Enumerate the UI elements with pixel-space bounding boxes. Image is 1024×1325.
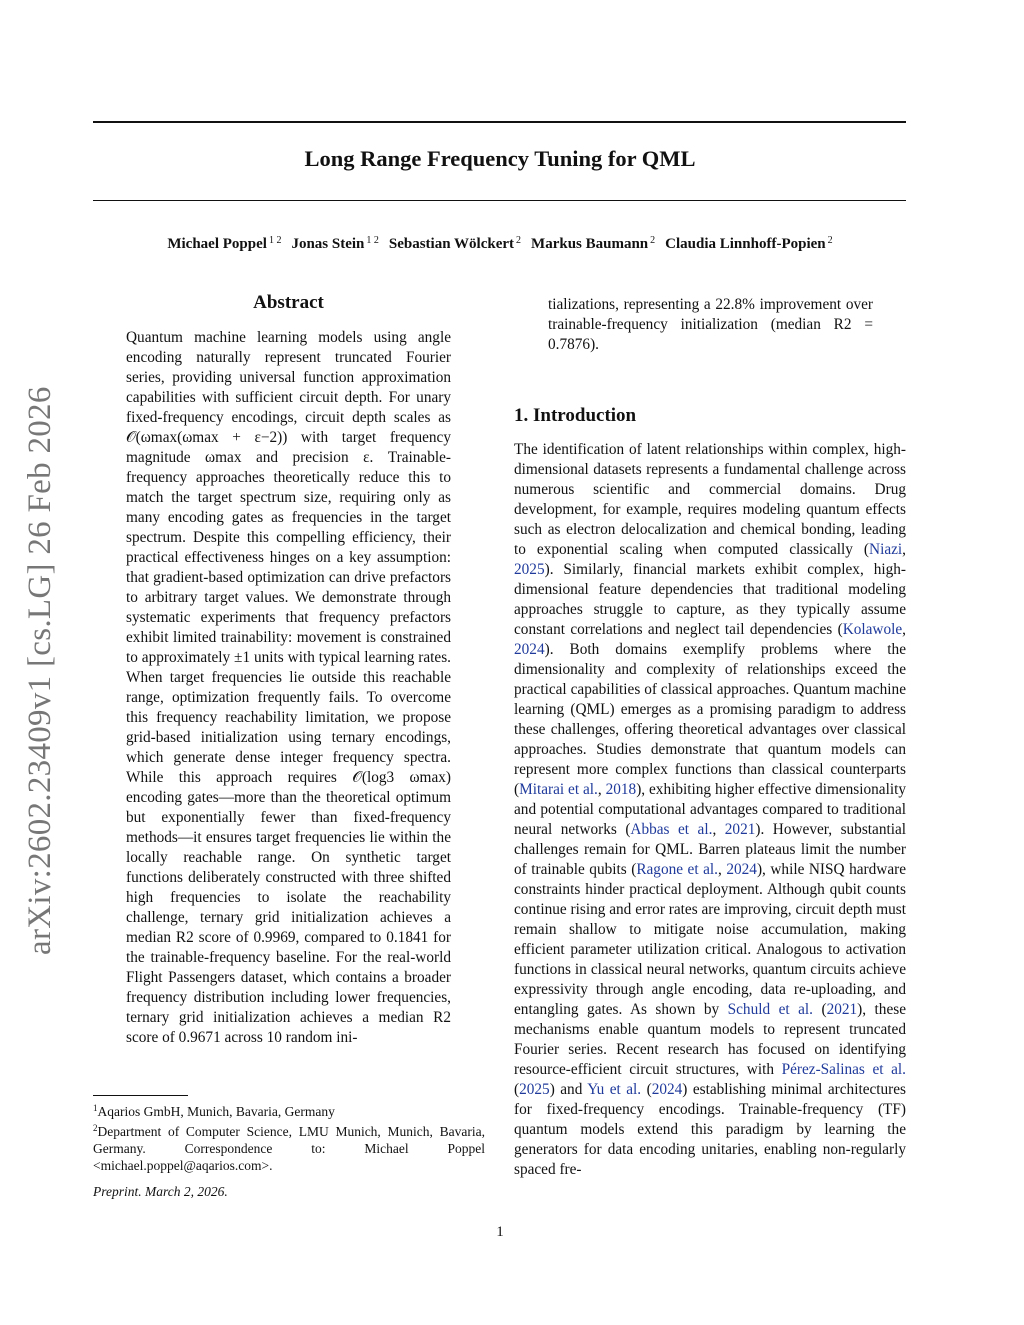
author-name: Markus Baumann bbox=[531, 236, 649, 252]
introduction-text bbox=[514, 440, 906, 1180]
abstract-heading: Abstract bbox=[253, 292, 324, 313]
citation-link[interactable]: Pérez-Salinas et al. bbox=[781, 1061, 906, 1078]
author-affiliation-mark: 1 2 bbox=[366, 235, 379, 246]
author-affiliation-mark: 1 2 bbox=[268, 235, 282, 246]
author bbox=[665, 236, 832, 252]
abstract-continuation-block bbox=[548, 295, 873, 355]
footnote-affiliation-1-text: Aqarios GmbH, Munich, Bavaria, Germany bbox=[97, 1104, 335, 1119]
citation-link[interactable]: 2024 bbox=[514, 641, 545, 658]
text-run: ). Both domains exemplify problems where the dimensionality and complexity of relationships exceed the practical capabilities of classical approaches. Quantum machine learning (QML) emerges as a promising paradigm to address these challenges, offering theoretical advantages over classical approaches. Studies demonstrate that quantum models can represent more complex functions than classical counterparts ( bbox=[514, 641, 906, 798]
abstract-continuation: tializations, representing a 22.8% improvement over trainable-frequency initialization (median R2 = 0.7876). bbox=[548, 296, 873, 353]
footnote-mark-2: 2 bbox=[93, 1123, 98, 1133]
title-rule-top bbox=[93, 121, 906, 123]
text-run: , bbox=[902, 621, 906, 638]
preprint-date: Preprint. March 2, 2026. bbox=[93, 1184, 228, 1199]
citation-link[interactable]: Abbas et al. bbox=[630, 821, 713, 838]
text-run: ( bbox=[812, 1001, 827, 1018]
footnote-affiliation-1 bbox=[93, 1100, 485, 1120]
text-run: ( bbox=[514, 1081, 520, 1098]
paper-title: Long Range Frequency Tuning for QML bbox=[304, 146, 696, 171]
text-run: , bbox=[717, 861, 727, 878]
author bbox=[167, 236, 281, 252]
footnote-affiliation-2-text: Department of Computer Science, LMU Munich, Munich, Bavaria, Germany. Correspondence to: Michael Poppel <michael.poppel@aqarios.com>. bbox=[93, 1124, 485, 1173]
author-name: Claudia Linnhoff-Popien bbox=[665, 236, 826, 252]
text-run: ), these mechanisms enable quantum models to represent truncated Fourier series. Recent research has focused on identifying resource-efficient circuit structures, with bbox=[514, 1001, 906, 1078]
citation-link[interactable]: Yu et al. bbox=[587, 1081, 642, 1098]
citation-link[interactable]: Kolawole bbox=[842, 621, 903, 638]
abstract-text: Quantum machine learning models using angle encoding naturally represent truncated Fourier series, providing universal function approximation capabilities with sufficient circuit depth. For unary fixed-frequency encodings, circuit depth scales as 𝒪(ωmax(ωmax + ε−2)) with target frequency magnitude ωmax and precision ε. Trainable-frequency approaches theoretically reduce this to match the target spectrum size, requiring only as many encoding gates as frequencies in the target spectrum. Despite this compelling efficiency, their practical effectiveness hinges on a key assumption: that gradient-based optimization can drive prefactors to arbitrary target values. We demonstrate through systematic experiments that frequency prefactors exhibit limited trainability: movement is constrained to approximately ±1 units with typical learning rates. When target frequencies lie outside this reachable range, optimization frequently fails. To overcome this frequency reachability limitation, we propose grid-based initialization using ternary encodings, which generate dense integer frequency spectra. While this approach requires 𝒪(log3 ωmax) encoding gates—more than the theoretical optimum but exponentially fewer than fixed-frequency methods—it ensures target frequencies lie within the locally reachable range. On synthetic target functions deliberately constructed with three shifted high frequencies to isolate the reachability challenge, ternary grid initialization achieves a median R2 score of 0.9969, compared to 0.1841 for the trainable-frequency baseline. For the real-world Flight Passengers dataset, which contains a broader frequency distribution including lower frequencies, ternary grid initialization achieves a median R2 score of 0.9671 across 10 random ini- bbox=[126, 329, 451, 1046]
page-number: 1 bbox=[496, 1224, 504, 1240]
citation-link[interactable]: 2024 bbox=[651, 1081, 683, 1098]
text-run: , bbox=[712, 821, 725, 838]
citation-link[interactable]: 2021 bbox=[724, 821, 756, 838]
citation-link[interactable]: Ragone et al. bbox=[636, 861, 718, 878]
text-run: , bbox=[902, 541, 906, 558]
author bbox=[531, 236, 655, 252]
footnote-affiliation-2 bbox=[93, 1120, 485, 1174]
author-name: Jonas Stein bbox=[291, 236, 365, 252]
text-run: ) establishing minimal architectures for fixed-frequency encodings. Trainable-frequency (TF) quantum models extend this paradigm by learning the generators for data encoding unitaries, enabling non-regularly spaced fre- bbox=[514, 1081, 907, 1178]
title-rule-bottom bbox=[93, 200, 906, 201]
text-run: ), exhibiting higher effective dimensionality and potential computational advantages compared to traditional neural networks ( bbox=[514, 781, 906, 838]
left-column bbox=[126, 290, 451, 1048]
citation-link[interactable]: 2025 bbox=[519, 1081, 550, 1098]
citation-link[interactable]: 2021 bbox=[826, 1001, 858, 1018]
text-run: ( bbox=[641, 1081, 652, 1098]
citation-link[interactable]: Schuld et al. bbox=[727, 1001, 813, 1018]
text-run: ). Similarly, financial markets exhibit complex, high-dimensional feature dependencies that traditional modeling approaches struggle to capture, as they typically assume constant correlations and neglect tail dependencies ( bbox=[514, 561, 906, 638]
text-run: ). However, substantial challenges remain for QML. Barren plateaus limit the number of trainable qubits ( bbox=[514, 821, 907, 878]
text-run: , bbox=[597, 781, 606, 798]
footnote-mark-1: 1 bbox=[93, 1103, 98, 1113]
text-run: The identification of latent relationships within complex, high-dimensional datasets represents a fundamental challenge across numerous scientific and commercial domains. Drug development, for example, requires modeling quantum effects such as electron delocalization and chemical bonding, leading to exponential scaling when computed classically ( bbox=[514, 441, 906, 558]
citation-link[interactable]: 2025 bbox=[514, 561, 545, 578]
text-run: ) and bbox=[549, 1081, 588, 1098]
author-affiliation-mark: 2 bbox=[650, 235, 656, 246]
author bbox=[389, 236, 521, 252]
citation-link[interactable]: 2024 bbox=[726, 861, 757, 878]
affiliation-footnotes bbox=[93, 1100, 485, 1174]
introduction-heading: 1. Introduction bbox=[514, 405, 637, 426]
citation-link[interactable]: 2018 bbox=[605, 781, 637, 798]
author-affiliation-mark: 2 bbox=[516, 235, 522, 246]
author-list bbox=[0, 235, 1000, 253]
arxiv-identifier-stamp: arXiv:2602.23409v1 [cs.LG] 26 Feb 2026 bbox=[22, 386, 58, 955]
author bbox=[291, 236, 378, 252]
author-name: Michael Poppel bbox=[167, 236, 267, 252]
citation-link[interactable]: Niazi bbox=[869, 541, 903, 558]
footnote-rule bbox=[93, 1095, 188, 1096]
right-column bbox=[514, 403, 906, 1180]
citation-link[interactable]: Mitarai et al. bbox=[519, 781, 598, 798]
author-affiliation-mark: 2 bbox=[827, 235, 833, 246]
text-run: ), while NISQ hardware constraints hinder practical deployment. Although qubit counts continue rising and error rates are improving, circuit depth must remain shallow to mitigate noise accumulation, making efficient parameter utilization critical. Analogous to activation functions in classical neural networks, quantum circuits achieve expressivity through angle encoding, data re-uploading, and entangling gates. As shown by bbox=[514, 861, 906, 1018]
author-name: Sebastian Wölckert bbox=[388, 236, 515, 252]
